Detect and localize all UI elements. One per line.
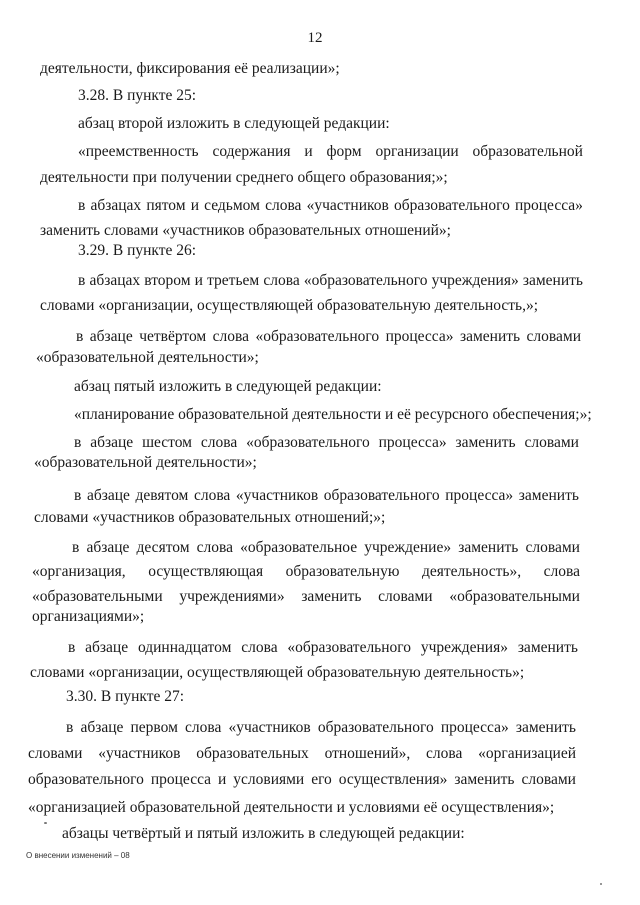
word: заменить xyxy=(522,272,583,289)
word: процесса» xyxy=(378,434,447,451)
word: и xyxy=(194,272,203,289)
word: учреждение» xyxy=(364,539,452,556)
word: процесса» xyxy=(385,328,454,345)
word: учреждения» xyxy=(420,639,508,656)
word: словами xyxy=(28,745,83,762)
text-line xyxy=(28,744,576,764)
word: заменить xyxy=(458,539,519,556)
word: заменить xyxy=(518,487,579,504)
word: слова xyxy=(193,487,231,504)
word: слова xyxy=(543,563,580,580)
word: деятельность», xyxy=(421,563,522,580)
word: слова xyxy=(426,745,463,762)
word: его xyxy=(311,771,332,788)
text-line xyxy=(32,562,580,582)
text-line xyxy=(78,142,583,162)
word: осуществляющая xyxy=(148,563,264,580)
text-line: «образовательной деятельности»; xyxy=(36,349,259,366)
word: первом xyxy=(130,719,178,736)
word: «образовательными xyxy=(32,588,163,605)
word: в xyxy=(76,328,84,345)
scan-speck xyxy=(600,883,602,885)
word: слова xyxy=(263,272,300,289)
text-line: заменить словами «участников образовательных отношений»; xyxy=(40,222,451,239)
word: условиями xyxy=(233,771,305,788)
word: образовательного xyxy=(323,487,440,504)
word: организации xyxy=(375,143,459,160)
word: слова xyxy=(196,539,234,556)
word: абзаце xyxy=(89,328,133,345)
word: учреждениями» xyxy=(179,588,285,605)
text-line xyxy=(72,538,580,558)
word: втором xyxy=(144,272,191,289)
text-line xyxy=(78,196,583,216)
word: «организация, xyxy=(32,563,126,580)
text-line xyxy=(74,486,579,506)
text-line xyxy=(28,770,576,790)
text-line xyxy=(74,433,579,453)
word: в xyxy=(68,639,76,656)
word: одиннадцатом xyxy=(137,639,232,656)
text-line: абзац второй изложить в следующей редакции: xyxy=(78,115,390,132)
word: словами xyxy=(524,434,579,451)
word: в xyxy=(74,487,82,504)
text-line: «организацией образовательной деятельности и условиями её осуществления»; xyxy=(28,799,555,816)
word: шестом xyxy=(142,434,192,451)
word: образовательной xyxy=(472,143,583,160)
word: процесса xyxy=(150,771,212,788)
word: в xyxy=(66,719,74,736)
text-line: «образовательной деятельности»; xyxy=(34,454,257,471)
word: слова xyxy=(241,639,278,656)
word: в xyxy=(72,539,80,556)
word: и xyxy=(304,143,313,160)
word: девятом xyxy=(135,487,189,504)
word: «участников xyxy=(306,197,389,214)
word: слова xyxy=(212,328,250,345)
word: содержания xyxy=(212,143,291,160)
word: заменить xyxy=(515,719,576,736)
word: образовательных xyxy=(196,745,309,762)
word: осуществления» xyxy=(338,771,448,788)
text-line: деятельности при получении среднего общего образования;»; xyxy=(40,169,448,186)
word: десятом xyxy=(136,539,190,556)
text-line: словами «организации, осуществляющей образовательную деятельность»; xyxy=(30,664,525,681)
word: абзаце xyxy=(86,487,130,504)
word: процесса» xyxy=(514,197,583,214)
word: заменить xyxy=(301,588,362,605)
text-line: словами «участников образовательных отношений;»; xyxy=(34,509,386,526)
section-heading: 3.28. В пункте 25: xyxy=(78,87,197,104)
word: «организацией xyxy=(478,745,576,762)
word: словами xyxy=(525,539,580,556)
word: образовательную xyxy=(285,563,400,580)
word: пятом xyxy=(146,197,186,214)
word: «образовательными xyxy=(449,588,580,605)
word: заменить xyxy=(454,771,515,788)
word: «участников xyxy=(98,745,181,762)
text-line xyxy=(32,587,580,607)
word: образовательного xyxy=(28,771,144,788)
word: «участников xyxy=(228,719,311,736)
word: «образовательного xyxy=(255,328,380,345)
text-line xyxy=(68,638,578,658)
footer-note: О внесении изменений – 08 xyxy=(26,851,130,860)
word: слова xyxy=(265,197,302,214)
page-number: 12 xyxy=(307,30,323,46)
text-line: абзацы четвёртый и пятый изложить в следующей редакции: xyxy=(62,825,465,842)
word: слова xyxy=(200,434,238,451)
word: учреждения» xyxy=(431,272,519,289)
word: седьмом xyxy=(204,197,260,214)
text-line: абзац пятый изложить в следующей редакции: xyxy=(74,378,382,395)
text-line: словами «организации, осуществляющей образовательную деятельность,»; xyxy=(40,297,539,314)
word: абзаце xyxy=(86,539,130,556)
word: «преемственность xyxy=(78,143,199,160)
text-line xyxy=(66,718,576,738)
word: заменить xyxy=(455,434,516,451)
scan-speck xyxy=(44,822,47,824)
word: абзацах xyxy=(90,197,142,214)
word: процесса» xyxy=(440,719,509,736)
word: словами xyxy=(378,588,433,605)
word: абзаце xyxy=(90,434,134,451)
section-heading: 3.29. В пункте 26: xyxy=(78,242,197,259)
word: и xyxy=(218,771,227,788)
word: образовательного xyxy=(393,197,510,214)
word: четвёртом xyxy=(139,328,207,345)
word: «образовательного xyxy=(303,272,428,289)
word: словами xyxy=(526,328,581,345)
word: словами xyxy=(521,771,576,788)
word: в xyxy=(74,434,82,451)
text-line: «планирование образовательной деятельности и её ресурсного обеспечения;»; xyxy=(74,406,592,423)
word: абзаце xyxy=(80,719,124,736)
word: и xyxy=(190,197,200,214)
word: «образовательное xyxy=(240,539,358,556)
word: «участников xyxy=(235,487,319,504)
word: форм xyxy=(326,143,362,160)
word: процесса» xyxy=(445,487,514,504)
word: слова xyxy=(185,719,222,736)
word: отношений», xyxy=(324,745,411,762)
text-line xyxy=(76,327,581,347)
word: в xyxy=(78,197,86,214)
word: в xyxy=(78,272,86,289)
text-line: организациями»; xyxy=(32,608,145,625)
word: заменить xyxy=(459,328,521,345)
word: абзацах xyxy=(89,272,141,289)
word: образовательного xyxy=(317,719,434,736)
text-line xyxy=(78,271,583,291)
word: заменить xyxy=(517,639,578,656)
word: абзаце xyxy=(85,639,129,656)
word: «образовательного xyxy=(246,434,370,451)
word: третьем xyxy=(207,272,260,289)
text-line: деятельности, фиксирования её реализации»; xyxy=(40,60,340,77)
section-heading: 3.30. В пункте 27: xyxy=(66,688,185,705)
word: «образовательного xyxy=(287,639,412,656)
